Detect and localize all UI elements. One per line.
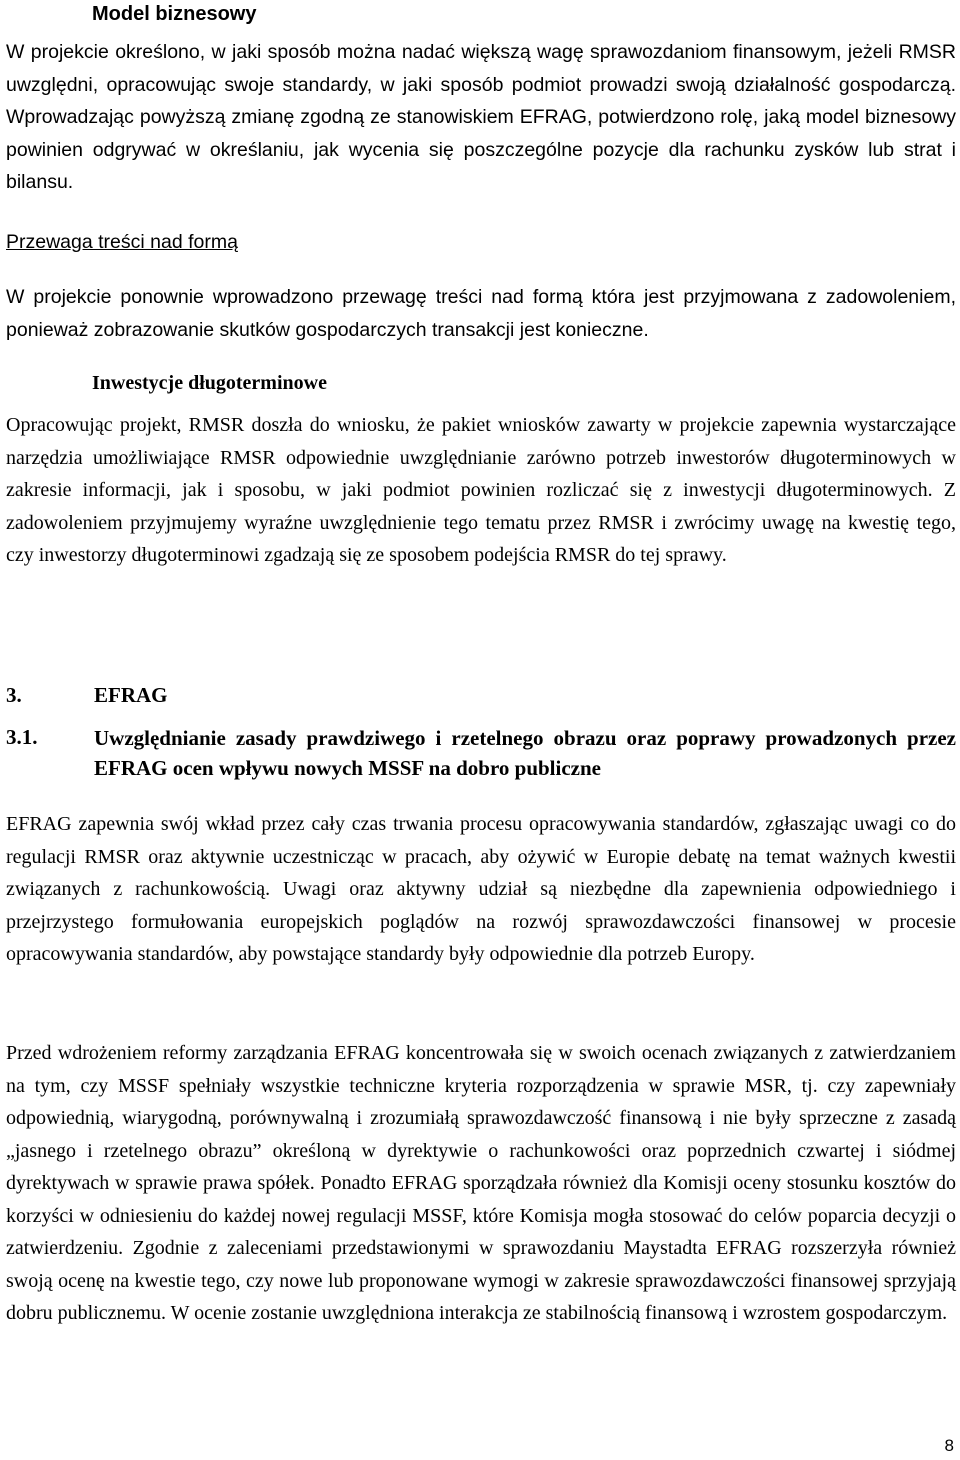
section-heading-text: EFRAG: [94, 683, 168, 707]
section-number: 3.: [6, 683, 22, 707]
section-heading-efrag: [6, 681, 956, 709]
subsection-heading-text: Uwzględnianie zasady prawdziwego i rzetelnego obrazu oraz poprawy prowadzonych przez EFRAG ocen wpływu nowych MSSF na dobro publiczne: [94, 726, 956, 780]
subsection-number: 3.1.: [6, 725, 38, 749]
paragraph-efrag-assessment: Przed wdrożeniem reformy zarządzania EFRAG koncentrowała się w swoich ocenach związanych z zatwierdzaniem na tym, czy MSSF spełniały wszystkie techniczne kryteria rozporządzenia w sprawie MSR, tj. czy zapewniały odpowiednią, wiarygodną, porównywalną i zrozumiałą sprawozdawczość finansową i nie były sprzeczne z zasadą „jasnego i rzetelnego obrazu” określoną w dyrektywie o rachunkowości oraz poprzednich czwartej i siódmej dyrektywach w sprawie prawa spółek. Ponadto EFRAG sporządzała również dla Komisji oceny stosunku kosztów do korzyści w odniesieniu do każdej nowej regulacji MSSF, które Komisja mogła stosować do celów poparcia decyzji o zatwierdzeniu. Zgodnie z zaleceniami przedstawionymi w sprawozdaniu Maystadta EFRAG rozszerzyła również swoją ocenę na kwestie tego, czy nowe lub proponowane wymogi w zakresie sprawozdawczości finansowej sprzyjają dobru publicznemu. W ocenie zostanie uwzględniona interakcja ze stabilnością finansową i wzrostem gospodarczym.: [6, 1042, 956, 1324]
paragraph-long-term-investments: Opracowując projekt, RMSR doszła do wniosku, że pakiet wniosków zawarty w projekcie zapewnia wystarczające narzędzia umożliwiające RMSR odpowiednie uwzględnianie zarówno potrzeb inwestorów długoterminowych w zakresie informacji, jak i sposobu, w jaki podmiot powinien rozliczać się z inwestycji długoterminowych. Z zadowoleniem przyjmujemy wyraźne uwzględnienie tego tematu przez RMSR i zwrócimy uwagę na kwestię tego, czy inwestorzy długoterminowi zgadzają się ze sposobem podejścia RMSR do tej sprawy.: [6, 414, 956, 566]
page-number: 8: [944, 1436, 954, 1455]
paragraph-business-model: W projekcie określono, w jaki sposób można nadać większą wagę sprawozdaniom finansowym, jeżeli RMSR uwzględni, opracowując swoje standardy, w jaki sposób podmiot prowadzi swoją działalność gospodarczą. Wprowadzając powyższą zmianę zgodną ze stanowiskiem EFRAG, potwierdzono rolę, jaką model biznesowy powinien odgrywać w określaniu, jak wycenia się poszczególne pozycje dla rachunku zysków lub strat i bilansu.: [6, 41, 956, 193]
paragraph-substance-over-form: W projekcie ponownie wprowadzono przewagę treści nad formą która jest przyjmowana z zadowoleniem, ponieważ zobrazowanie skutków gospodarczych transakcji jest konieczne.: [6, 286, 956, 341]
section-link-substance-over-form[interactable]: Przewaga treści nad formą: [6, 231, 238, 253]
section-title-business-model: Model biznesowy: [92, 3, 257, 25]
section-title-long-term-investments: Inwestycje długoterminowe: [92, 372, 327, 394]
paragraph-efrag-contribution: EFRAG zapewnia swój wkład przez cały czas trwania procesu opracowywania standardów, zgłaszając uwagi co do regulacji RMSR oraz aktywnie uczestnicząc w pracach, aby ożywić w Europie debatę na temat ważnych kwestii związanych z rachunkowością. Uwagi oraz aktywny udział są niezbędne dla zapewnienia odpowiedniego i przejrzystego formułowania europejskich poglądów na rozwój sprawozdawczości finansowej w procesie opracowywania standardów, aby powstające standardy były odpowiednie dla potrzeb Europy.: [6, 813, 956, 965]
subsection-heading-3-1: [6, 723, 956, 783]
